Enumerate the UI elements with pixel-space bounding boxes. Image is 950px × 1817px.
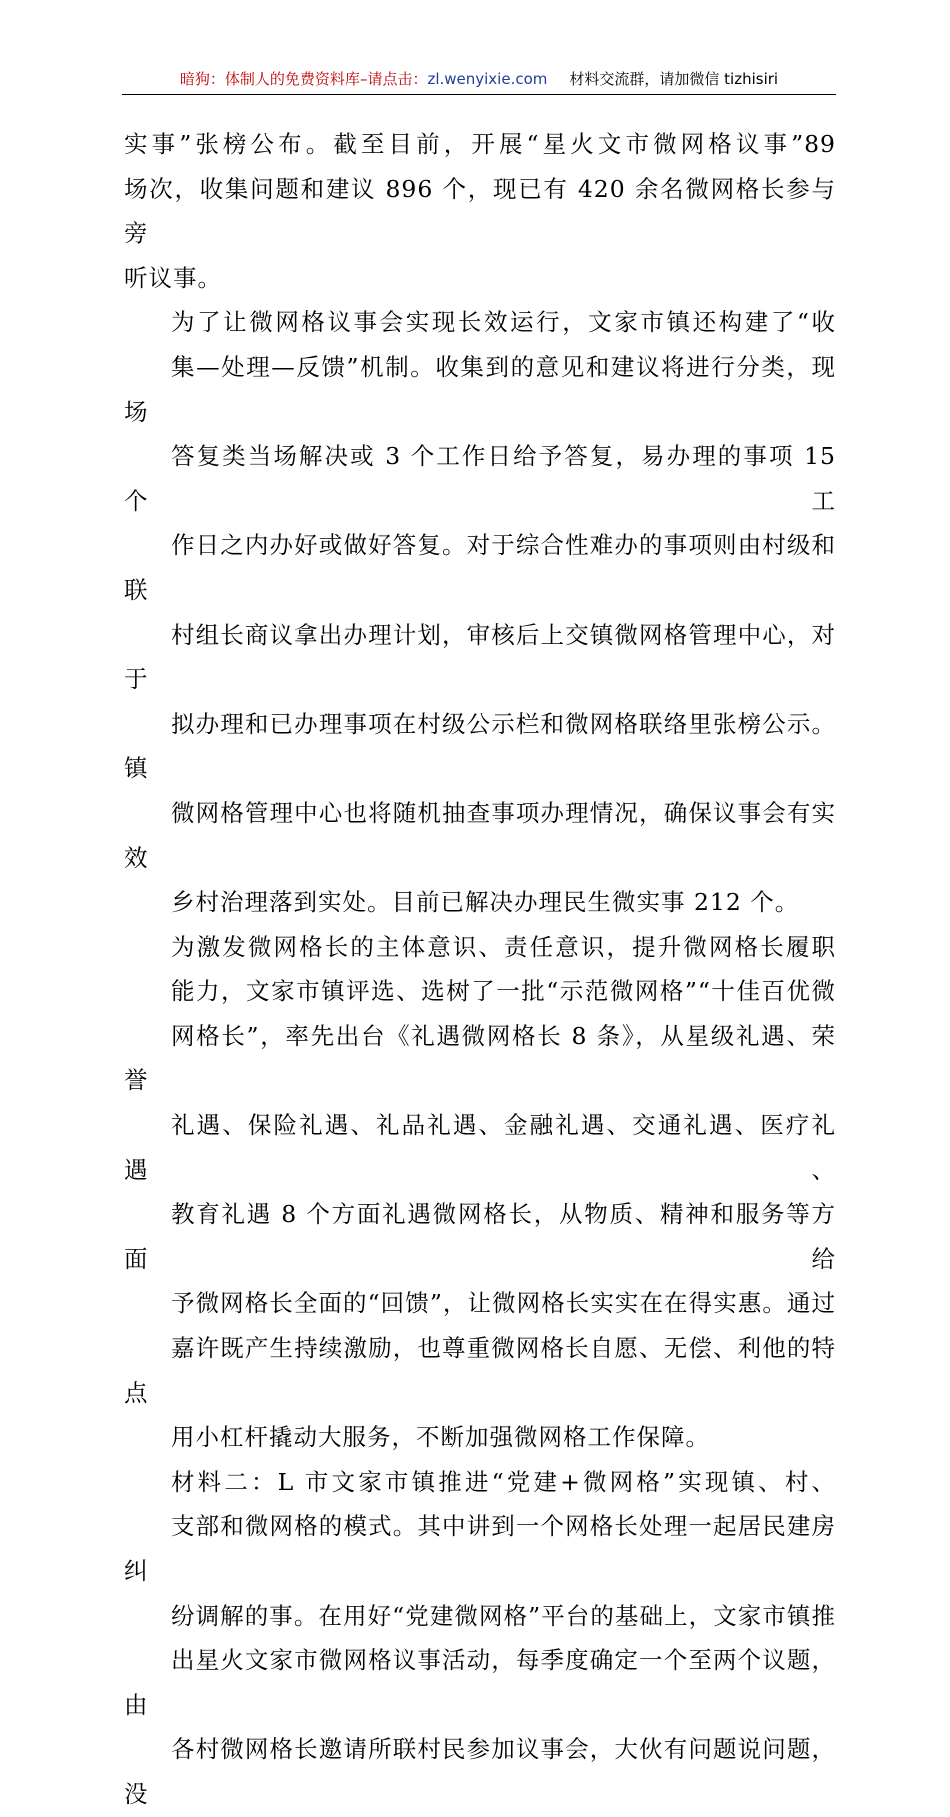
- page-header: [122, 64, 836, 95]
- text-line: 作日之内办好或做好答复。对于综合性难办的事项则由村级和联: [124, 531, 836, 604]
- text-line: 场次，收集问题和建议 896 个，现已有 420 余名微网格长参与旁: [124, 174, 836, 248]
- text-line: 出星火文家市微网格议事活动，每季度确定一个至两个议题，由: [124, 1646, 836, 1719]
- text-line: 为了让微网格议事会实现长效运行，文家市镇还构建了“收: [171, 308, 836, 337]
- header-brand: 暗狗：体制人的免费资料库: [179, 70, 360, 88]
- text-line: 为激发微网格长的主体意识、责任意识，提升微网格长履职: [171, 932, 836, 961]
- text-line: 用小杠杆撬动大服务，不断加强微网格工作保障。: [171, 1423, 710, 1452]
- text-line: 答复类当场解决或 3 个工作日给予答复，易办理的事项 15 个工: [124, 442, 836, 515]
- text-line: 礼遇、保险礼遇、礼品礼遇、金融礼遇、交通礼遇、医疗礼遇、: [124, 1111, 836, 1184]
- header-link[interactable]: zl.wenyixie.com: [427, 70, 548, 88]
- text-line: 嘉许既产生持续激励，也尊重微网格长自愿、无偿、利他的特点: [124, 1334, 836, 1407]
- text-line: 能力，文家市镇评选、选树了一批“示范微网格”“十佳百优微: [171, 977, 836, 1006]
- text-line: 材料二：L 市文家市镇推进“党建+微网格”实现镇、村、: [171, 1467, 836, 1496]
- text-line: 拟办理和已办理事项在村级公示栏和微网格联络里张榜公示。镇: [124, 709, 836, 783]
- paragraph: [124, 122, 836, 300]
- text-line: 集—处理—反馈”机制。收集到的意见和建议将进行分类，现场: [124, 352, 836, 426]
- paragraph: [124, 300, 836, 924]
- text-line: 支部和微网格的模式。其中讲到一个网格长处理一起居民建房纠: [124, 1512, 836, 1585]
- text-line: 予微网格长全面的“回馈”，让微网格长实实在在得实惠。通过: [171, 1289, 836, 1318]
- text-line: 听议事。: [124, 263, 222, 292]
- text-line: 微网格管理中心也将随机抽查事项办理情况，确保议事会有实效: [124, 798, 836, 872]
- text-line: 网格长”，率先出台《礼遇微网格长 8 条》，从星级礼遇、荣誉: [124, 1021, 836, 1095]
- paragraph: [124, 1460, 836, 1817]
- paragraph: [124, 925, 836, 1460]
- text-line: 各村微网格长邀请所联村民参加议事会，大伙有问题说问题，没: [124, 1735, 836, 1808]
- text-line: 实事”张榜公布。截至目前，开展“星火文市微网格议事”89: [124, 130, 836, 158]
- header-prompt: –请点击：: [359, 70, 428, 88]
- text-line: 纷调解的事。在用好“党建微网格”平台的基础上，文家市镇推: [171, 1601, 836, 1630]
- text-line: 村组长商议拿出办理计划，审核后上交镇微网格管理中心，对于: [124, 620, 836, 694]
- header-contact: 材料交流群，请加微信 tizhisiri: [569, 70, 779, 88]
- text-line: 教育礼遇 8 个方面礼遇微网格长，从物质、精神和服务等方面给: [124, 1200, 836, 1273]
- text-line: 乡村治理落到实处。目前已解决办理民生微实事 212 个。: [171, 888, 800, 917]
- document-body: [124, 122, 836, 1817]
